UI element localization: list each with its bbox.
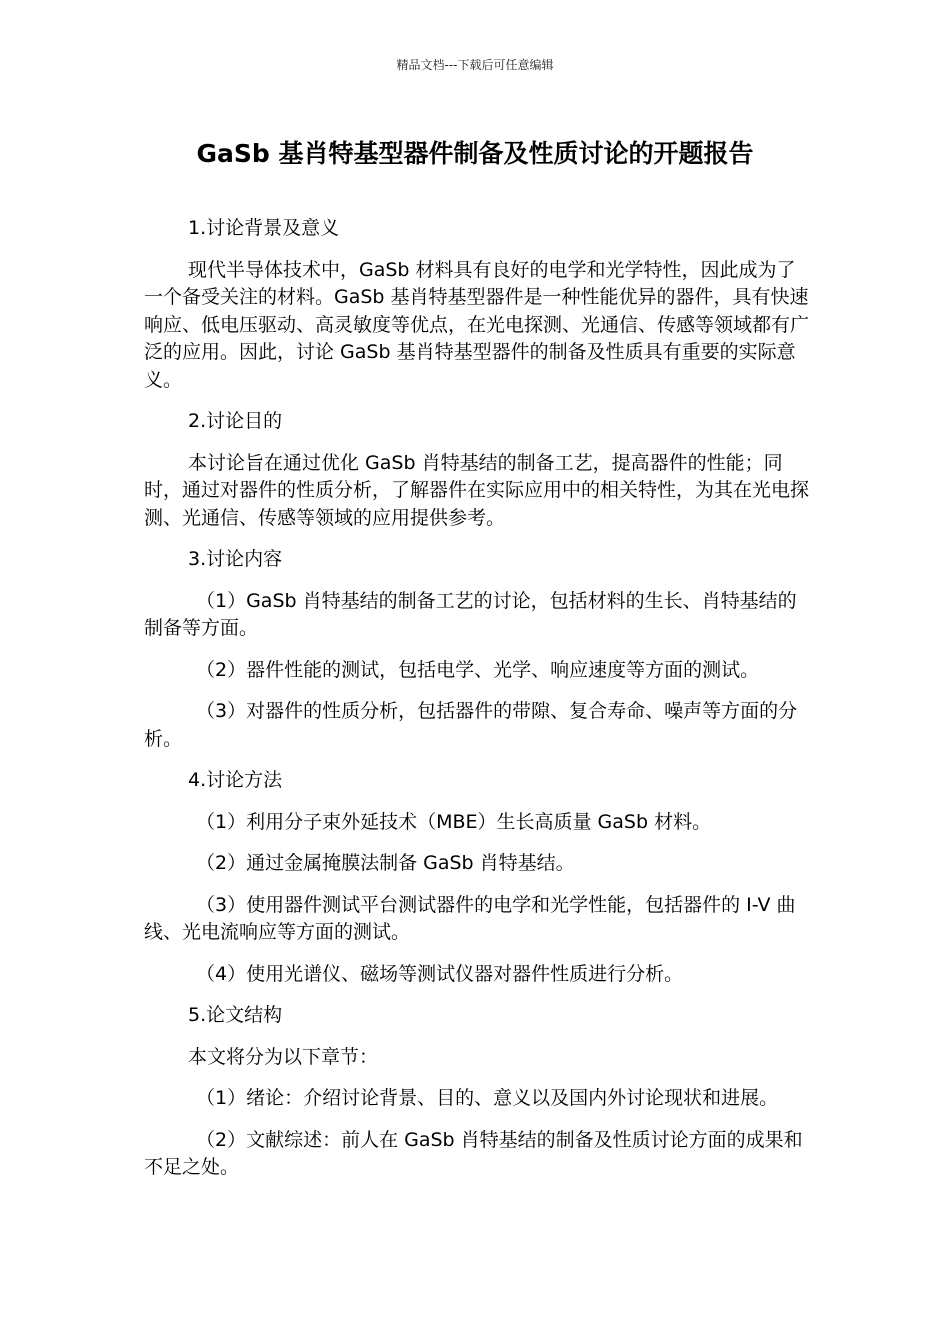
section-5-item-1: （1）绪论：介绍讨论背景、目的、意义以及国内外讨论现状和进展。 [196,1087,779,1109]
section-4-item-1: （1）利用分子束外延技术（MBE）生长高质量 GaSb 材料。 [196,810,712,833]
document-title: GaSb 基肖特基型器件制备及性质讨论的开题报告 [196,139,754,168]
section-2-paragraph: 本讨论旨在通过优化 GaSb 肖特基结的制备工艺，提高器件的性能；同时，通过对器件的性质分析，了解器件在实际应用中的相关特性，为其在光电探测、光通信、传感等领域的应用提供参考。 [144,451,810,529]
section-heading-3: 3.讨论内容 [188,548,283,570]
section-3-item-2: （2）器件性能的测试，包括电学、光学、响应速度等方面的测试。 [196,658,760,681]
page-header: 精品文档---下载后可任意编辑 [396,58,554,72]
section-5-item-2: （2）文献综述：前人在 GaSb 肖特基结的制备及性质讨论方面的成果和不足之处。 [144,1128,803,1178]
section-4-item-2: （2）通过金属掩膜法制备 GaSb 肖特基结。 [196,852,575,874]
section-3-item-1: （1）GaSb 肖特基结的制备工艺的讨论，包括材料的生长、肖特基结的制备等方面。 [144,589,797,639]
section-4-item-3: （3）使用器件测试平台测试器件的电学和光学性能，包括器件的 I-V 曲线、光电流响应等方面的测试。 [144,893,796,943]
section-heading-1: 1.讨论背景及意义 [188,217,340,239]
section-4-item-4: （4）使用光谱仪、磁场等测试仪器对器件性质进行分析。 [196,962,684,985]
document-body [144,215,812,1196]
section-5-intro: 本文将分为以下章节： [188,1045,379,1068]
section-heading-5: 5.论文结构 [188,1004,283,1026]
section-1-paragraph: 现代半导体技术中，GaSb 材料具有良好的电学和光学特性，因此成为了一个备受关注的材料。GaSb 基肖特基型器件是一种性能优异的器件，具有快速响应、低电压驱动、高灵敏度等优点，在光电探测、光通信、传感等领域都有广泛的应用。因此，讨论 GaSb 基肖特基型器件的制备及性质具有重要的实际意义。 [144,258,810,391]
section-heading-2: 2.讨论目的 [188,410,283,432]
section-heading-4: 4.讨论方法 [188,769,283,791]
section-3-item-3: （3）对器件的性质分析，包括器件的带隙、复合寿命、噪声等方面的分析。 [144,700,798,750]
